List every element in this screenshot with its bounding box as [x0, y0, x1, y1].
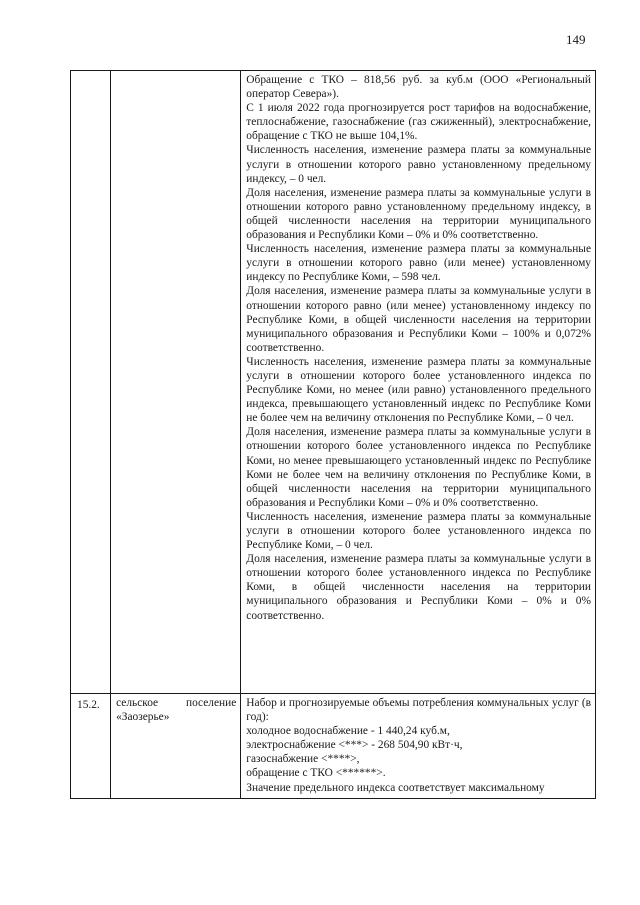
- municipality-title: «Заозерье»: [116, 711, 170, 724]
- line-gas: газоснабжение <****>,: [246, 753, 360, 766]
- paragraph-share-regional-index: Доля населения, изменение размера платы за коммунальные услуги в отношении которого равно (или менее) установленному индексу по Республике Коми, в общей численности населения на территории муниципального образования и Республики Коми – 100% и 0,072% соответственно.: [246, 285, 591, 354]
- line-index-value: Значение предельного индекса соответствует максимальному: [246, 781, 545, 794]
- line-consumption-set: Набор и прогнозируемые объемы потребления коммунальных услуг (в год):: [246, 697, 591, 724]
- table-row: [71, 71, 596, 694]
- paragraph-share-deviation: Доля населения, изменение размера платы за коммунальные услуги в отношении которого более установленного индекса по Республике Коми, но менее превышающего установленный индекс по Республике Коми не более чем на величину отклонения по Республике Коми, в общей численности населения на территории муниципального образования и Республики Коми – 0% и 0% соответственно.: [246, 426, 591, 509]
- municipality-cell: [111, 71, 241, 694]
- page-number: 149: [566, 32, 586, 47]
- paragraph-share-max-index: Доля населения, изменение размера платы за коммунальные услуги в отношении которого равно установленному предельному индексу, в общей численности населения на территории муниципального образования и Республики Коми – 0% и 0% соответственно.: [246, 186, 591, 242]
- paragraph-population-regional-index: Численность населения, изменение размера платы за коммунальные услуги в отношении которого равно (или менее) установленному индексу по Республике Коми, – 598 чел.: [246, 243, 591, 284]
- line-electricity: электроснабжение <***> - 268 504,90 кВт·ч,: [246, 739, 463, 752]
- description-text: [241, 694, 595, 798]
- row-number: 15.2.: [77, 699, 100, 711]
- municipality-name: [111, 694, 240, 726]
- line-cold-water: холодное водоснабжение - 1 440,24 куб.м,: [246, 725, 450, 738]
- municipality-cell: [111, 694, 241, 799]
- paragraph-population-deviation: Численность населения, изменение размера платы за коммунальные услуги в отношении которого более установленного индекса по Республике Коми, но менее (или равно) установленного предельного индекса, превышающего установленный индекс по Республике Коми не более чем на величину отклонения по Республике Коми, – 0 чел.: [246, 355, 591, 425]
- document-table: [70, 70, 596, 799]
- paragraph-tko-tariff: Обращение с ТКО – 818,56 руб. за куб.м (ООО «Региональный оператор Севера»).: [246, 74, 591, 101]
- description-cell: [241, 694, 596, 799]
- description-cell: [241, 71, 596, 694]
- municipality-type-word2: поселение: [185, 697, 237, 709]
- paragraph-population-above-index: Численность населения, изменение размера платы за коммунальные услуги в отношении которого более установленного индекса по Республике Коми, – 0 чел.: [246, 510, 591, 552]
- paragraph-tariff-growth: С 1 июля 2022 года прогнозируется рост тарифов на водоснабжение, теплоснабжение, газоснабжение (газ сжиженный), электроснабжение, обращение с ТКО не выше 104,1%.: [246, 102, 591, 143]
- paragraph-share-above-index: Доля населения, изменение размера платы за коммунальные услуги в отношении которого более установленного индекса по Республике Коми, в общей численности населения на территории муниципального образования и Республики Коми – 0% и 0% соответственно.: [246, 553, 591, 622]
- paragraph-population-max-index: Численность населения, изменение размера платы за коммунальные услуги в отношении которого равно установленному предельному индексу, – 0 чел.: [246, 144, 591, 185]
- row-number-cell: [71, 694, 111, 799]
- line-tko: обращение с ТКО <******>.: [246, 767, 386, 780]
- description-text: [241, 71, 595, 625]
- table-row: [71, 694, 596, 799]
- municipality-type-word1: сельское: [116, 697, 159, 709]
- row-number: [71, 71, 110, 77]
- municipality-name: [111, 71, 240, 75]
- row-number-cell: [71, 71, 111, 694]
